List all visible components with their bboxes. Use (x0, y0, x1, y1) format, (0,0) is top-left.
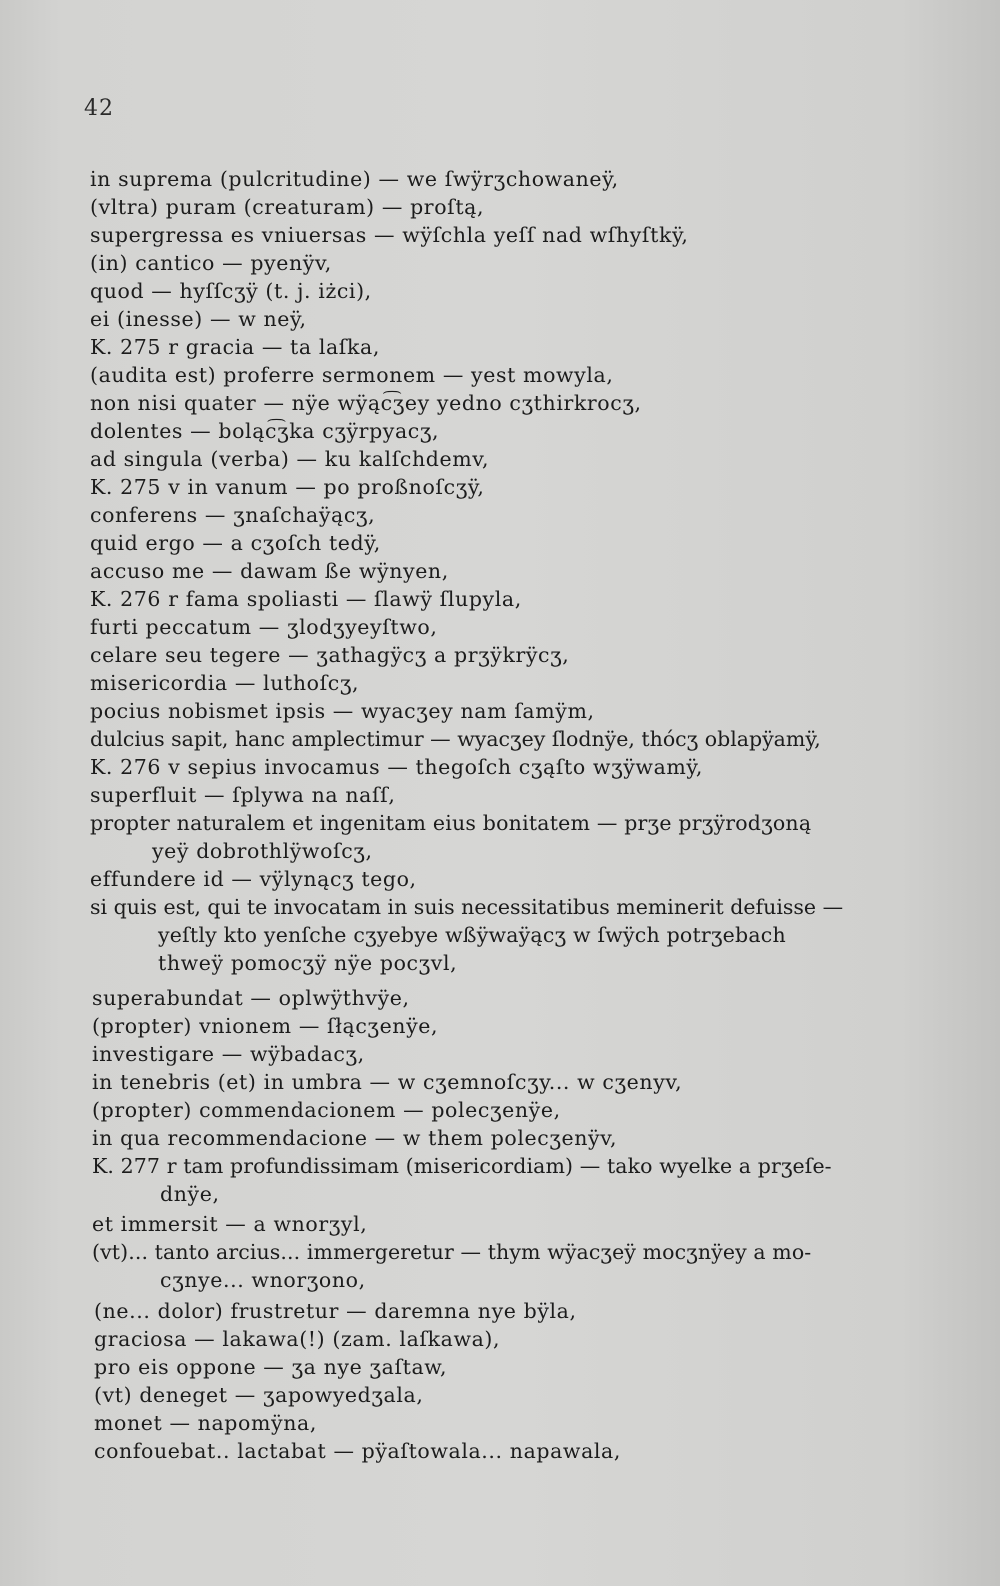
glossary-line: graciosa — lakawa(!) (zam. laſkawa), (94, 1327, 501, 1351)
glossary-line: in tenebris (et) in umbra — w cʒemnoſcʒy... w cʒenyv, (92, 1070, 683, 1094)
glossary-line: superabundat — oplwÿthvÿe, (92, 986, 410, 1010)
glossary-line: investigare — wÿbadacʒ, (92, 1042, 365, 1066)
glossary-line: (ne... dolor) frustretur — daremna nye bÿla, (94, 1299, 577, 1323)
glossary-line: et immersit — a wnorʒyl, (92, 1212, 368, 1236)
glossary-line: yeÿ dobrothlÿwoſcʒ, (152, 839, 373, 863)
glossary-line: pro eis oppone — ʒa nye ʒaſtaw, (94, 1355, 448, 1379)
glossary-line: propter naturalem et ingenitam eius bonitatem — prʒe prʒÿrodʒoną (90, 811, 812, 835)
glossary-line: dolentes — boląc͡ʒka cʒÿrpyacʒ, (90, 419, 440, 443)
glossary-line: yeſtly kto yenſche cʒyebye wßÿwaÿącʒ w ſwÿch potrʒebach (158, 923, 786, 947)
glossary-line: superfluit — ſplywa na naſſ, (90, 783, 396, 807)
glossary-line: (vltra) puram (creaturam) — proſtą, (90, 195, 485, 219)
glossary-line: accuso me — dawam ße wÿnyen, (90, 559, 449, 583)
glossary-line: non nisi quater — nÿe wÿąc͡ʒey yedno cʒthirkrocʒ, (90, 391, 642, 415)
glossary-line: misericordia — luthoſcʒ, (90, 671, 360, 695)
glossary-line: furti peccatum — ʒlodʒyeyſtwo, (90, 615, 438, 639)
glossary-line: in qua recommendacione — w them polecʒenÿv, (92, 1126, 618, 1150)
glossary-line: (vt)... tanto arcius... immergeretur — thym wÿacʒeÿ mocʒnÿey a mo- (92, 1240, 812, 1264)
glossary-line: celare seu tegere — ʒathagÿcʒ a prʒÿkrÿcʒ, (90, 643, 570, 667)
glossary-line: (vt) deneget — ʒapowyedʒala, (94, 1383, 424, 1407)
glossary-line: monet — napomÿna, (94, 1411, 317, 1435)
glossary-line: conferens — ʒnaſchaÿącʒ, (90, 503, 376, 527)
glossary-line: ei (inesse) — w neÿ, (90, 307, 307, 331)
glossary-line: supergressa es vniuersas — wÿſchla yeſſ nad wſhyſtkÿ, (90, 223, 689, 247)
glossary-line: (propter) commendacionem — polecʒenÿe, (92, 1098, 561, 1122)
glossary-line: K. 275 v in vanum — po proßnoſcʒÿ, (90, 475, 485, 499)
glossary-line: dulcius sapit, hanc amplectimur — wyacʒey ſlodnÿe, thócʒ oblapÿamÿ, (90, 727, 821, 751)
glossary-line: si quis est, qui te invocatam in suis necessitatibus meminerit defuisse — (90, 895, 844, 919)
glossary-line: effundere id — vÿlynącʒ tego, (90, 867, 417, 891)
glossary-line: (propter) vnionem — ſłącʒenÿe, (92, 1014, 439, 1038)
glossary-line: cʒnye... wnorʒono, (160, 1268, 366, 1292)
glossary-line: K. 277 r tam profundissimam (misericordiam) — tako wyelke a prʒeſe- (92, 1154, 832, 1178)
glossary-line: K. 276 r fama spoliasti — ſlawÿ ſlupyla, (90, 587, 522, 611)
glossary-line: in suprema (pulcritudine) — we ſwÿrʒchowaneÿ, (90, 167, 619, 191)
glossary-line: K. 275 r gracia — ta laſka, (90, 335, 380, 359)
glossary-line: quid ergo — a cʒoſch tedÿ, (90, 531, 381, 555)
glossary-line: K. 276 v sepius invocamus — thegoſch cʒąſto wʒÿwamÿ, (90, 755, 704, 779)
glossary-line: confouebat.. lactabat — pÿaſtowala... napawala, (94, 1439, 621, 1463)
glossary-line: (audita est) proferre sermonem — yest mowyla, (90, 363, 614, 387)
page-number: 42 (84, 96, 114, 121)
glossary-line: (in) cantico — pyenÿv, (90, 251, 332, 275)
glossary-line: thweÿ pomocʒÿ nÿe pocʒvl, (158, 951, 458, 975)
glossary-line: pocius nobismet ipsis — wyacʒey nam ſamÿm, (90, 699, 595, 723)
glossary-line: ad singula (verba) — ku kalſchdemv, (90, 447, 490, 471)
glossary-line: quod — hyſſcʒÿ (t. j. iżci), (90, 279, 372, 303)
glossary-line: dnÿe, (160, 1182, 220, 1206)
